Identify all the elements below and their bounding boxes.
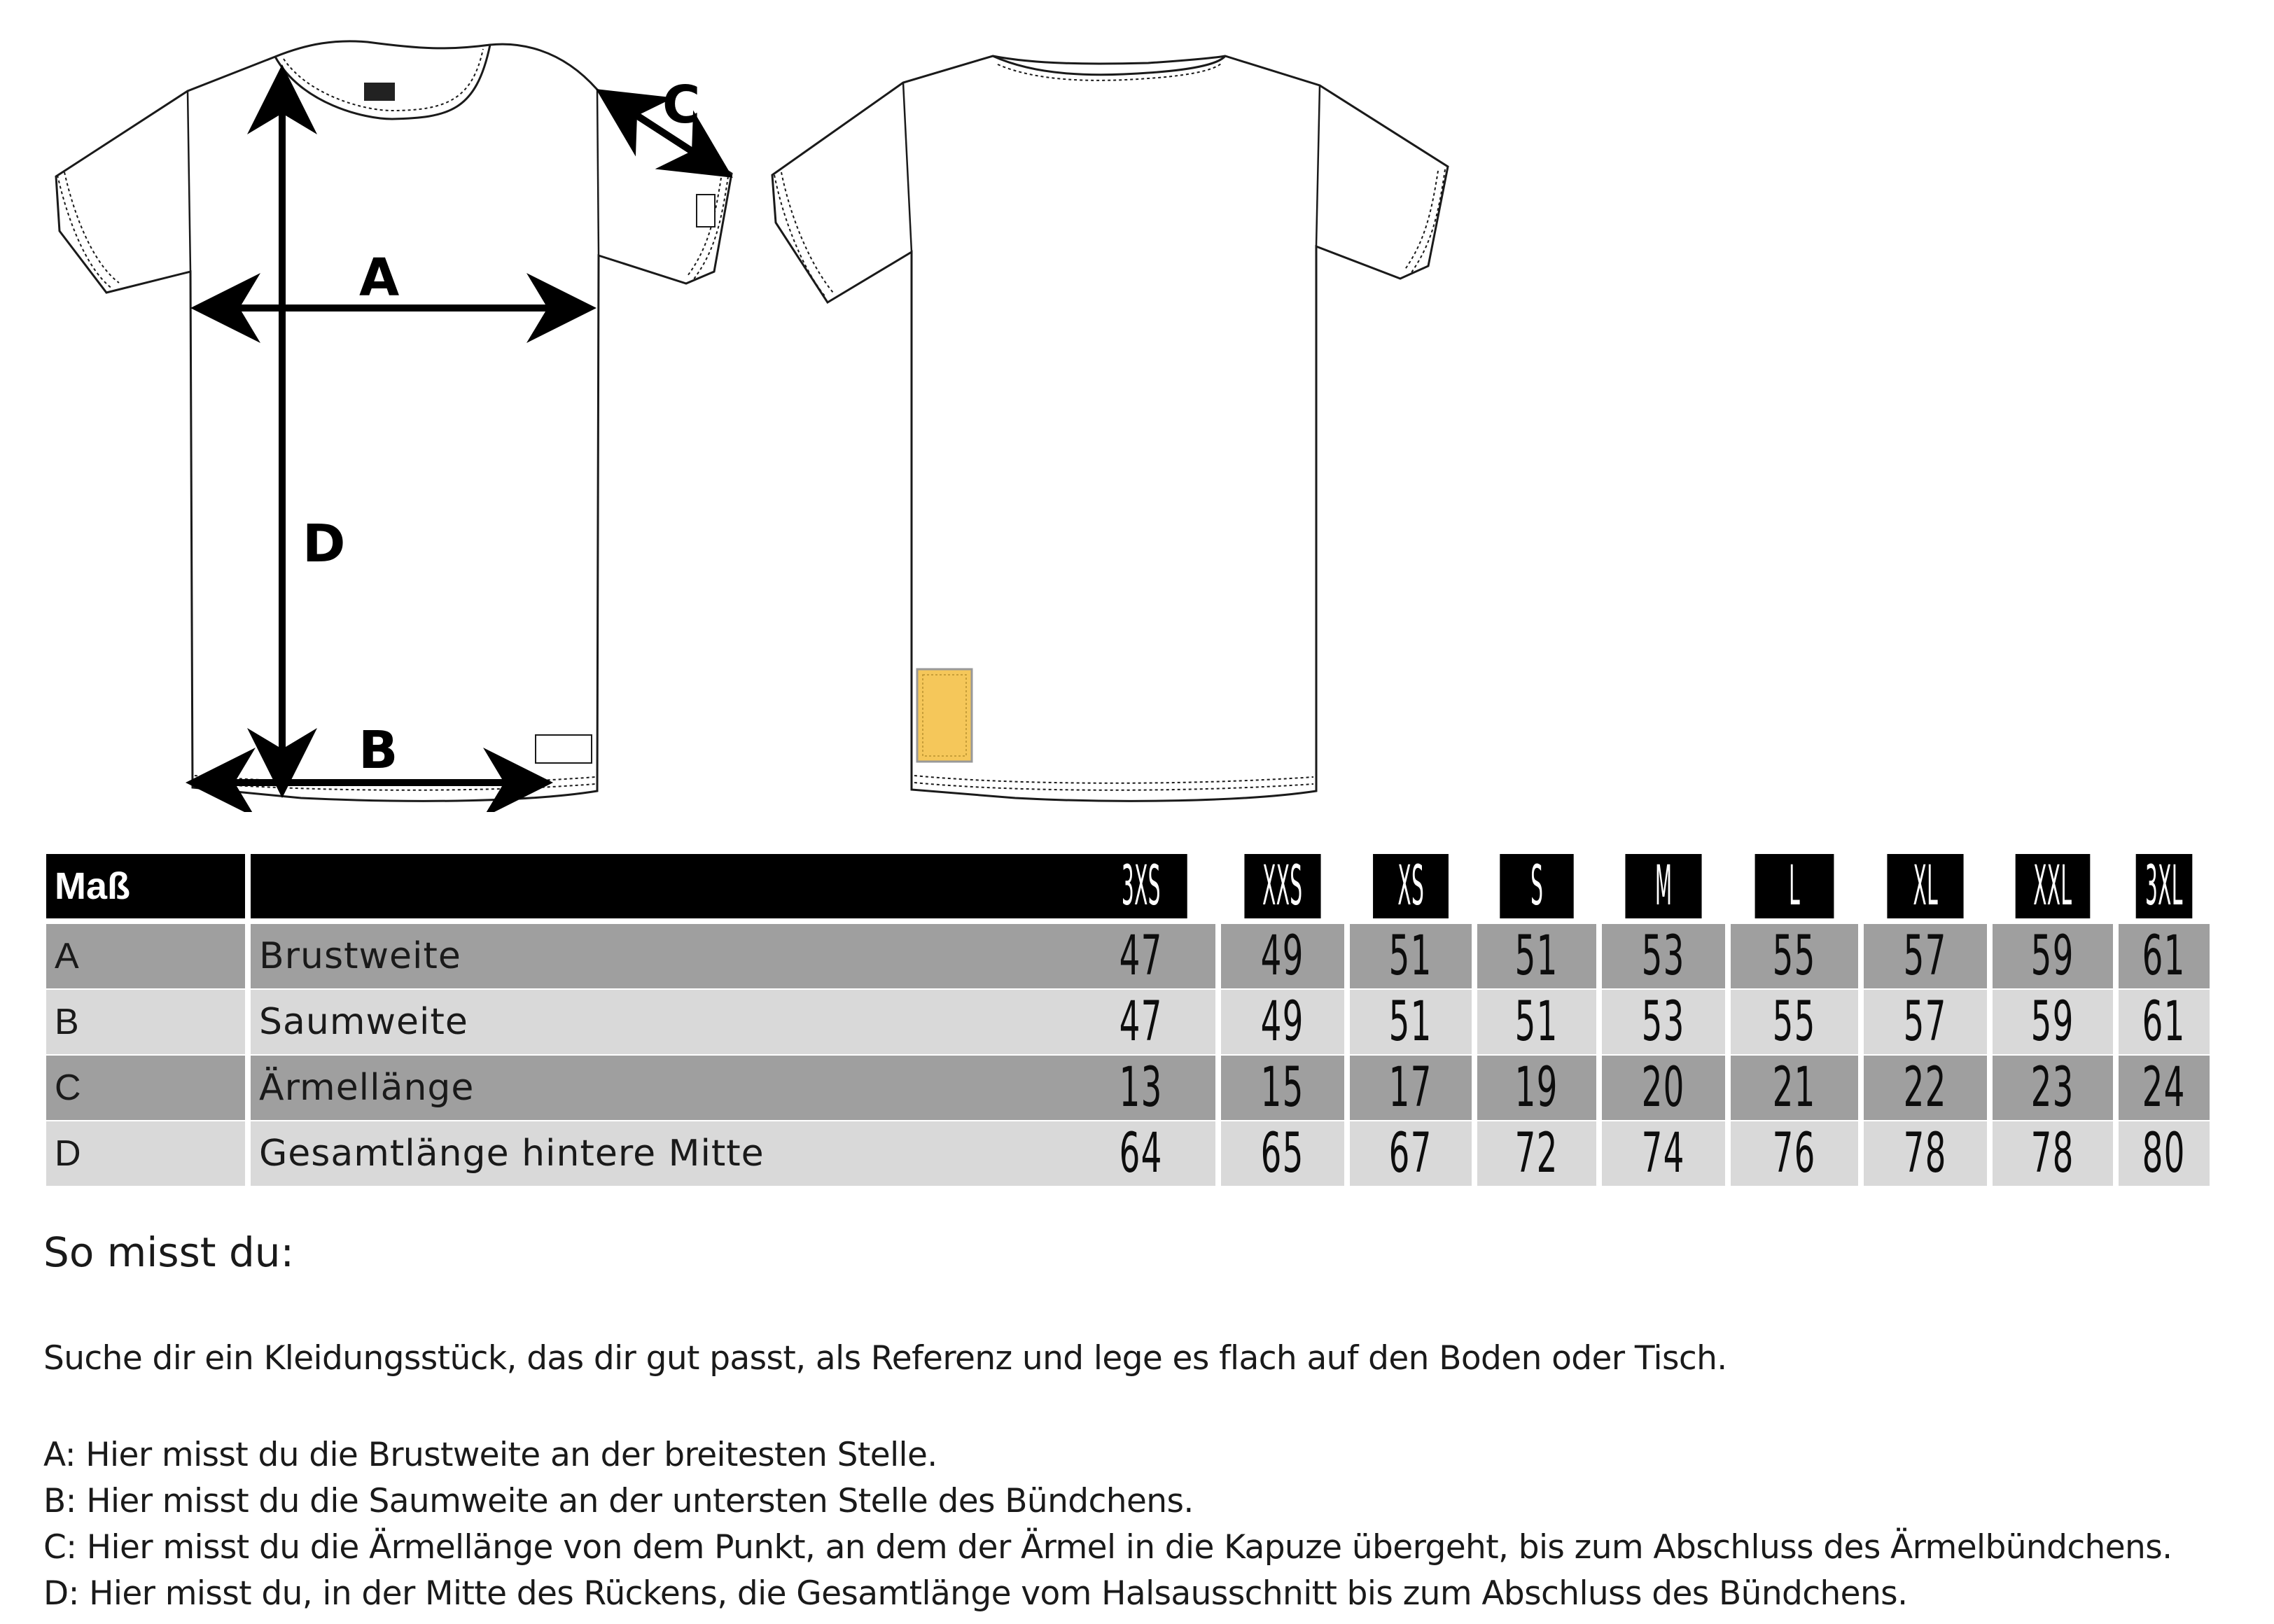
value-cell: 53: [1602, 990, 1725, 1054]
row-key: B: [46, 990, 245, 1054]
measurement-arrows: [200, 75, 721, 784]
value-cell: 78: [1993, 1121, 2113, 1186]
value-cell: 15: [1221, 1056, 1344, 1120]
value-cell: 47: [1067, 924, 1215, 988]
dimension-label-b: B: [358, 720, 398, 780]
header-description-cell: [251, 854, 1103, 918]
value-cell: 55: [1731, 924, 1858, 988]
header-size-xxs: XXS: [1244, 854, 1320, 918]
instruction-step-c: C: Hier misst du die Ärmellänge von dem Punkt, an dem der Ärmel in die Kapuze übergeht, bis zum Abschluss des Ärmelbündchens.: [43, 1528, 2172, 1567]
dimension-label-a: A: [359, 248, 400, 308]
front-tshirt: [56, 41, 732, 801]
row-key: D: [46, 1121, 245, 1186]
value-cell: 55: [1731, 990, 1858, 1054]
value-cell: 51: [1477, 990, 1596, 1054]
row-measure-name: Ärmellänge: [251, 1056, 1103, 1120]
value-cell: 49: [1221, 924, 1344, 988]
garment-diagram: [0, 0, 1484, 812]
value-cell: 76: [1731, 1121, 1858, 1186]
tshirt-drawings: [0, 0, 1484, 812]
dimension-label-d: D: [302, 514, 346, 574]
value-cell: 74: [1602, 1121, 1725, 1186]
header-size-m: M: [1625, 854, 1701, 918]
value-cell: 61: [2119, 990, 2210, 1054]
row-key: A: [46, 924, 245, 988]
value-cell: 47: [1067, 990, 1215, 1054]
header-size-3xs: 3XS: [1095, 854, 1187, 918]
table-row: [46, 924, 2210, 988]
value-cell: 80: [2119, 1121, 2210, 1186]
value-cell: 51: [1350, 924, 1472, 988]
table-header-row: [46, 854, 2210, 918]
value-cell: 64: [1067, 1121, 1215, 1186]
header-size-3xl: 3XL: [2136, 854, 2193, 918]
value-cell: 20: [1602, 1056, 1725, 1120]
value-cell: 19: [1477, 1056, 1596, 1120]
value-cell: 57: [1864, 990, 1987, 1054]
instructions-heading: So misst du:: [43, 1228, 295, 1276]
header-size-xl: XL: [1887, 854, 1963, 918]
instruction-step-a: A: Hier misst du die Brustweite an der breitesten Stelle.: [43, 1436, 937, 1474]
value-cell: 57: [1864, 924, 1987, 988]
value-cell: 22: [1864, 1056, 1987, 1120]
table-row: [46, 1056, 2210, 1120]
back-patch: [917, 669, 972, 762]
value-cell: 13: [1067, 1056, 1215, 1120]
table-row: [46, 1121, 2210, 1186]
header-measure-label: Maß: [46, 854, 245, 918]
value-cell: 51: [1477, 924, 1596, 988]
row-measure-name: Brustweite: [251, 924, 1103, 988]
value-cell: 72: [1477, 1121, 1596, 1186]
value-cell: 59: [1993, 990, 2113, 1054]
row-key: C: [46, 1056, 245, 1120]
value-cell: 21: [1731, 1056, 1858, 1120]
back-tshirt: [772, 56, 1448, 801]
header-size-l: L: [1755, 854, 1834, 918]
value-cell: 59: [1993, 924, 2113, 988]
header-size-xxl: XXL: [2016, 854, 2091, 918]
instruction-step-d: D: Hier misst du, in der Mitte des Rückens, die Gesamtlänge vom Halsausschnitt bis zum Abschluss des Bündchens.: [43, 1574, 1908, 1613]
dimension-label-c: C: [662, 75, 701, 135]
value-cell: 51: [1350, 990, 1472, 1054]
value-cell: 67: [1350, 1121, 1472, 1186]
value-cell: 49: [1221, 990, 1344, 1054]
value-cell: 78: [1864, 1121, 1987, 1186]
table-row: [46, 990, 2210, 1054]
value-cell: 23: [1993, 1056, 2113, 1120]
value-cell: 61: [2119, 924, 2210, 988]
value-cell: 24: [2119, 1056, 2210, 1120]
value-cell: 65: [1221, 1121, 1344, 1186]
header-size-xs: XS: [1373, 854, 1449, 918]
row-measure-name: Saumweite: [251, 990, 1103, 1054]
instruction-step-b: B: Hier misst du die Saumweite an der untersten Stelle des Bündchens.: [43, 1482, 1194, 1520]
header-size-s: S: [1500, 854, 1573, 918]
row-measure-name: Gesamtlänge hintere Mitte: [251, 1121, 1103, 1186]
instructions-intro: Suche dir ein Kleidungsstück, das dir gut passt, als Referenz und lege es flach auf den Boden oder Tisch.: [43, 1339, 1727, 1378]
value-cell: 17: [1350, 1056, 1472, 1120]
value-cell: 53: [1602, 924, 1725, 988]
